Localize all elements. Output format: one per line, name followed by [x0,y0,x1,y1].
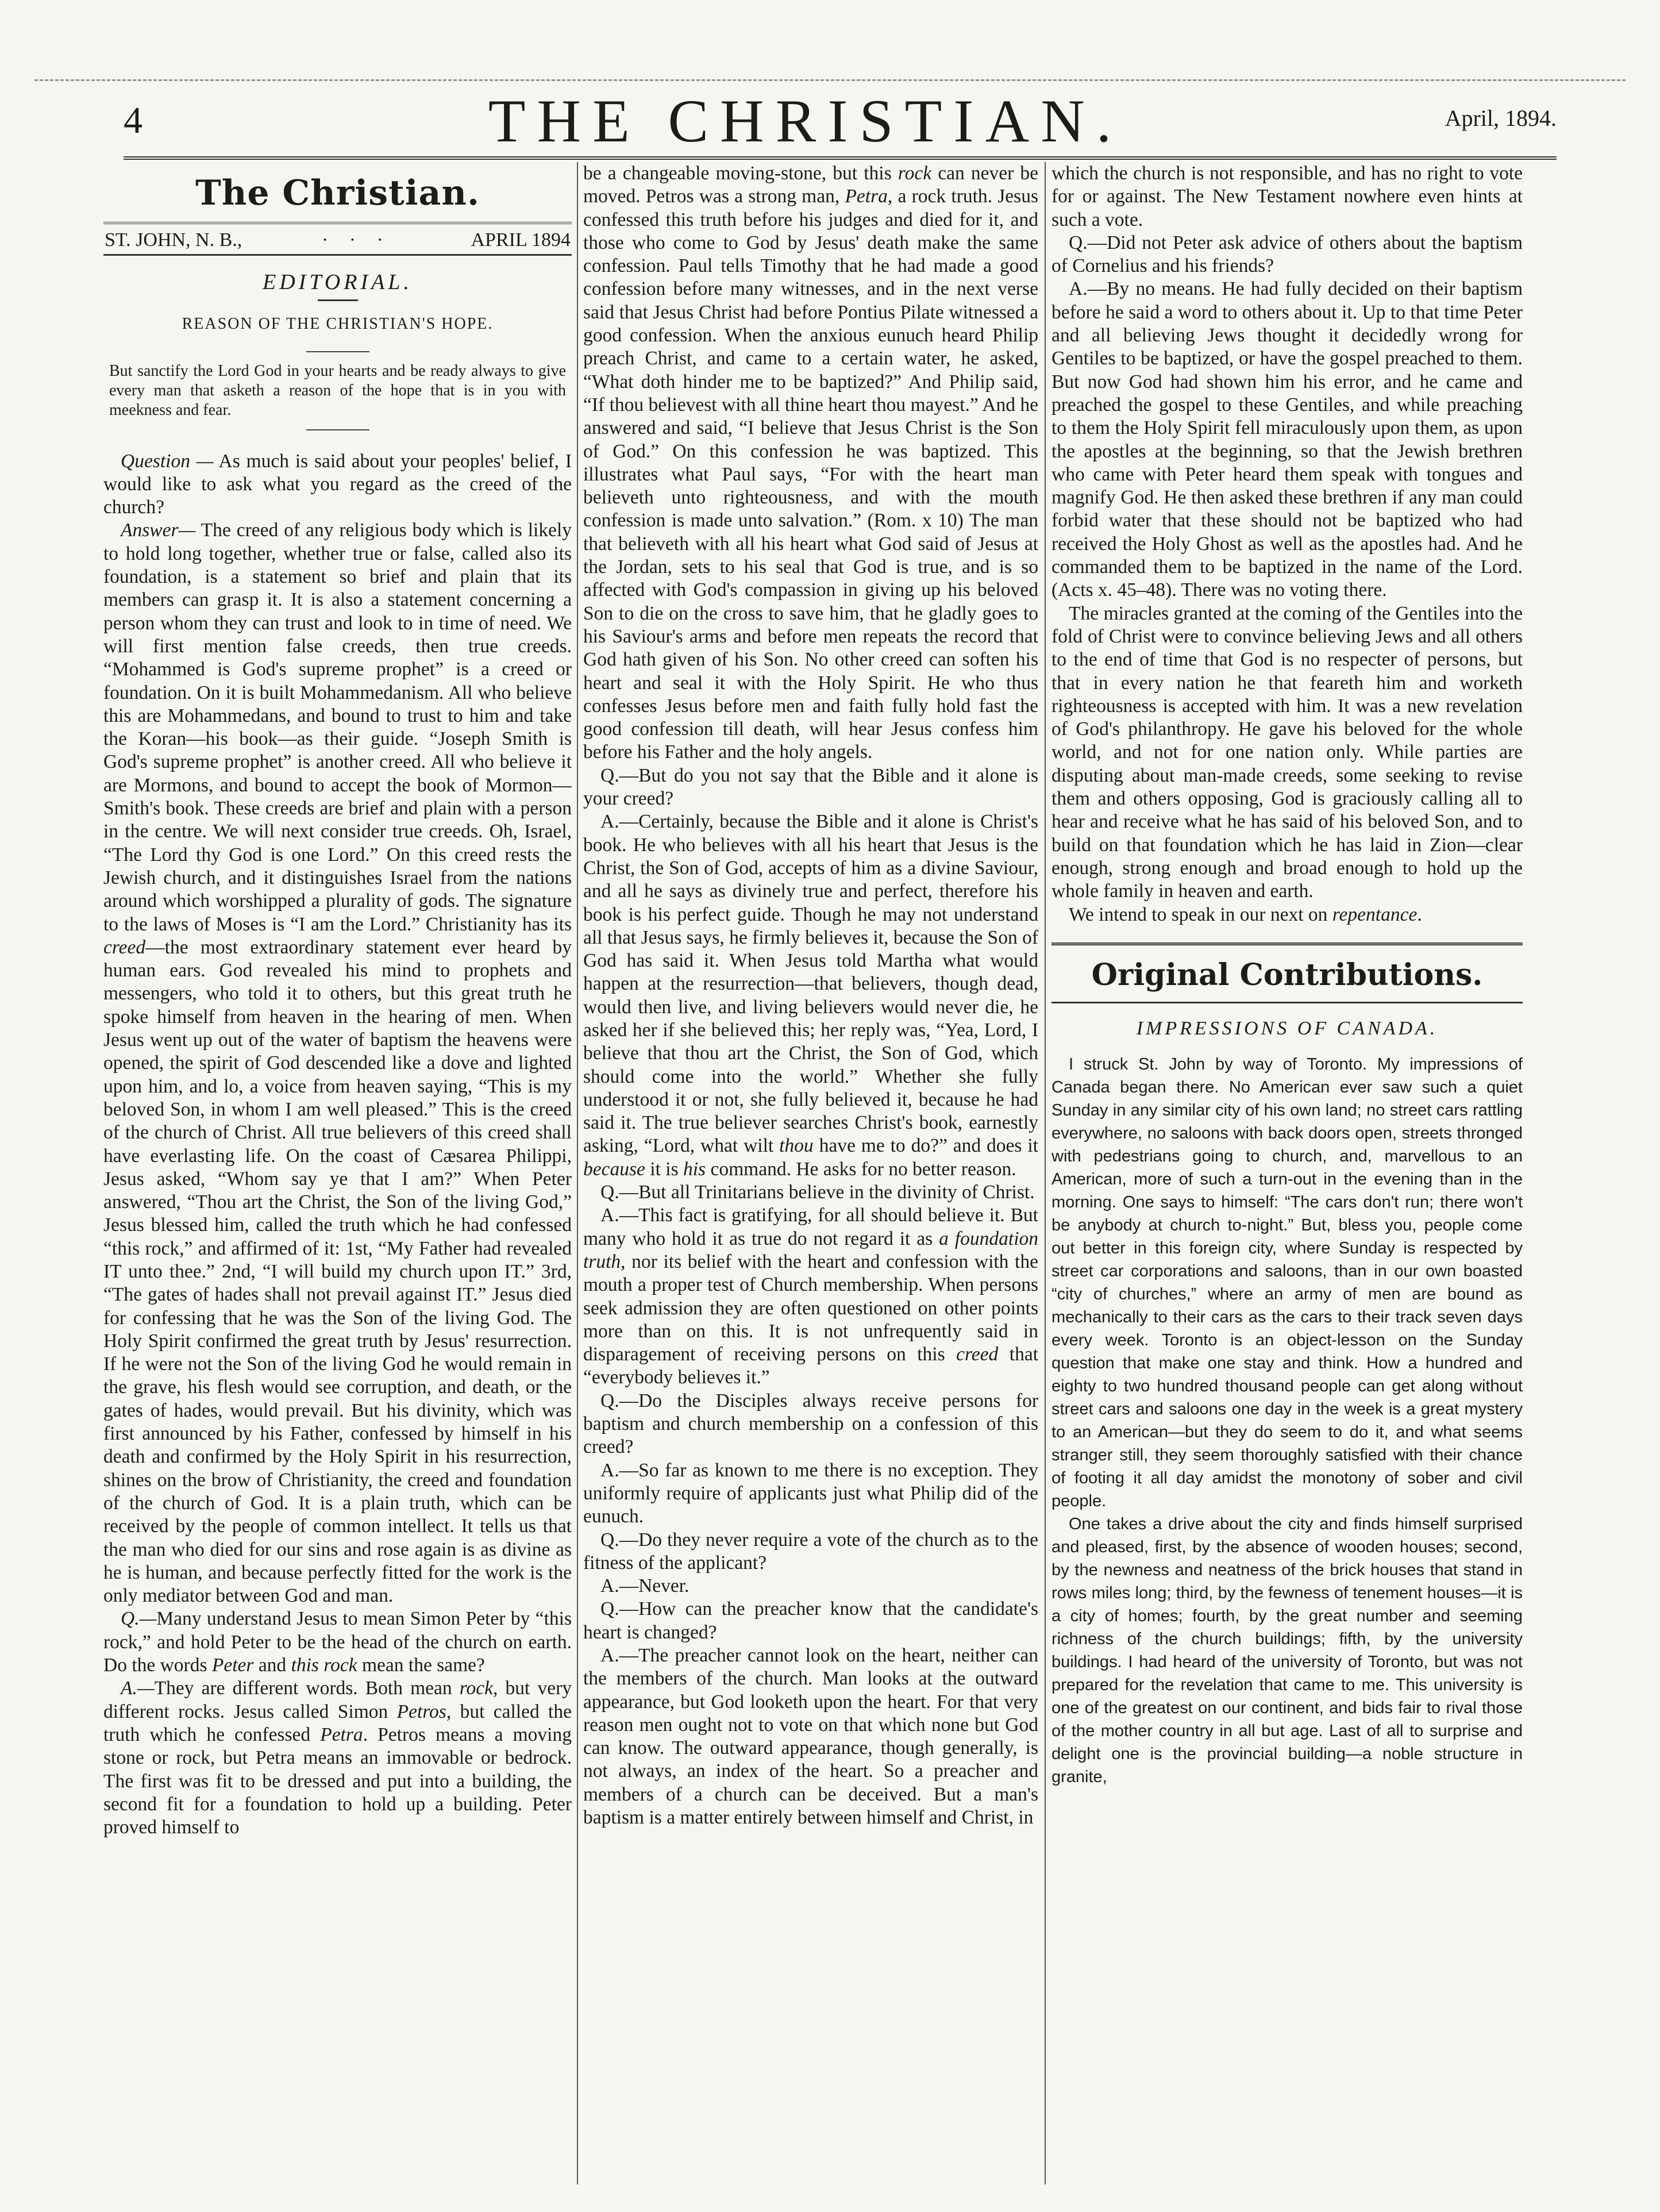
paragraph: I struck St. John by way of Toronto. My impressions of Canada began there. No American ever saw such a quiet Sunday in any similar city of his own land; no street cars rattling everywhere, no saloons with back doors open, streets thronged with pedestrians going to church, and, marvellous to an American, more of such a turn-out in the evening than in the morning. One says to himself: “The cars don't run; there won't be anybody at church to-night.” But, bless you, people come out better in this foreign city, where Sunday is respected by street car corporations and saloons, than in our own boasted “city of churches,” where an army of men are bound as mechanically to their cars as the cars to their track seven days every week. Toronto is an object-lesson on the Sunday question that make one stay and think. How a hundred and eighty to two hundred thousand people can get along without street cars and saloons one day in the week is a great mystery to an American—but they do seem to do it, and what seems stranger still, they seem thoroughly satisfied with their chance of footing it all day amidst the monotony of sober and civil people. [1052,1055,1523,1511]
page-number: 4 [124,99,142,141]
text: . [1417,903,1422,925]
column-rule [1045,162,1046,2184]
paragraph: Q.—Do they never require a vote of the church as to the fitness of the applicant? [583,1529,1038,1574]
text: be a changeable moving-stone, but this [583,163,898,184]
emphasis: Petra [320,1724,363,1745]
paragraph: Q.—Did not Peter ask advice of others about the baptism of Cornelius and his friends? [1052,232,1523,277]
text: can never be moved. Petros was a strong man, [583,163,1038,207]
article-title: IMPRESSIONS OF CANADA. [1136,1017,1438,1039]
text: mean the same? [357,1655,485,1676]
paragraph [583,810,1038,1181]
text: , but very different rocks. Jesus called Simon [103,1678,572,1722]
paragraph: Q.—But all Trinitarians believe in the divinity of Christ. [600,1182,1035,1203]
emphasis: rock [459,1678,494,1699]
text: , nor its belief with the heart and confession with the mouth a proper test of Church membership. When persons seek admission they are often questioned on other points more than on this. It is not unfrequently said in disparagement of receiving persons on this [583,1251,1038,1365]
section-rule [318,299,358,301]
label: A.— [121,1678,155,1699]
paragraph [1052,903,1523,926]
section-divider [1052,942,1523,945]
torn-top-edge [34,79,1626,84]
epigraph [103,342,572,450]
paragraph: The miracles granted at the coming of the Gentiles into the fold of Christ were to convince believing Jews and all others to the end of time that God is no respecter of persons, but that in every nation he that feareth him and worketh righteousness is accepted with him. It was a new revelation of God's philanthropy. He gave his beloved for the whole world, and not for one nation only. While parties are disputing about man-made creeds, some seeking to revise them and others opposing, God is graciously calling all to hear and receive what he has said of his beloved Son, and to build on that foundation which he has laid in Zion—clear enough, strong enough and broad enough to hold up the whole family in heaven and earth. [1052,602,1523,902]
text: A.—Certainly, because the Bible and it alone is Christ's book. He who believes with all his heart that Jesus is the Christ, the Son of God, accepts of him as a divine Saviour, and all he says as divinely true and perfect, therefore his book is his perfect guide. Though he may not understand all that Jesus says, he firmly believes it, because the Son of God has said it. When Jesus told Martha what would happen at the resurrection—that believers, though dead, would then live, and living believers would never die, he asked her if she believed this; her reply was, “Yea, Lord, I believe that thou art the Christ, the Son of God, which should come into the world.” Whether she fully understood it or not, she fully believed it, because he had said it. The true believer searches Christ's book, earnestly asking, “Lord, what wilt [583,811,1038,1157]
paragraph: which the church is not responsible, and has no right to vote for or against. The New Testament nowhere even hints at such a vote. [1052,163,1523,230]
paragraph: One takes a drive about the city and finds himself surprised and pleased, first, by the absence of wooden houses; second, by the newness and neatness of the brick houses that stand in rows miles long; third, by the fewness of tenement houses—it is a city of homes; fourth, by the great number and seeming richness of the church buildings; fifth, by the university buildings. I had heard of the university of Toronto, but was not prepared for the revelation that came to me. This university is one of the greatest on our continent, and bids fair to rival those of the mother country in all but age. Last of all to surprise and delight one is the provincial building—a noble structure in granite, [1052,1515,1523,1787]
paragraph: Q.—But do you not say that the Bible and it alone is your creed? [583,764,1038,810]
epigraph-rule [306,429,369,430]
epigraph-text: But sanctify the Lord God in your hearts and be ready always to give every man that asketh a reason of the hope that is in you with meekness and fear. [109,361,566,419]
section-title: EDITORIAL. [263,270,413,295]
text: that “everybody believes it.” [583,1344,1038,1388]
paragraph: Q.—How can the preacher know that the candidate's heart is changed? [583,1598,1038,1643]
paragraph [103,1607,572,1677]
dateline-place: ST. JOHN, N. B., [105,229,242,251]
text: and [253,1655,291,1676]
emphasis: Petros [396,1701,446,1722]
emphasis: creed [956,1344,999,1365]
emphasis: because [583,1158,645,1180]
paragraph [103,1677,572,1839]
paragraph [583,1204,1038,1389]
text: As much is said about your peoples' belief, I would like to ask what you regard as the creed of the church? [103,450,572,518]
emphasis: this rock [291,1655,357,1676]
emphasis: Peter [211,1655,254,1676]
paragraph [583,162,1038,764]
text: . Petros means a moving stone or rock, but Petra means an immovable or bedrock. The first was fit to be dressed and put into a building, the second fit for a foundation to hold up a building. Peter proved himself to [103,1724,572,1838]
column-3 [1052,162,1523,2183]
column-rule [577,162,578,2184]
emphasis: his [683,1158,706,1180]
paragraph: A.—By no means. He had fully decided on their baptism before he said a word to others about it. Up to that time Peter and all believing Jews thought it decidedly wrong for Gentiles to be baptized, or have the gospel preached to them. But now God had shown him his error, and he came and preached the gospel to these Gentiles, and while preaching to them the Holy Spirit fell miraculously upon them, as upon the apostles at the beginning, so that the Jewish brethren who came with Peter heard them speak with tongues and magnify God. He then asked these brethren if any man could forbid water that these should not be baptized who had received the Holy Ghost as well as the apostles had. And he commanded them to be baptized in the name of the Lord. (Acts x. 45–48). There was no voting there. [1052,278,1523,601]
issue-date: April, 1894. [1445,105,1557,131]
emphasis: a foundation truth [583,1228,1038,1272]
paragraph: A.—The preacher cannot look on the heart, neither can the members of the church. Man looks at the outward appearance, but God looketh upon the heart. For that very reason men ought not to vote on that which none but God can know. The outward appearance, though generally, is not always, an index of the heart. So a preacher and members of a church can be deceived. But a man's baptism is a matter entirely between himself and Christ, in [583,1645,1038,1829]
text: The creed of any religious body which is likely to hold long together, whether true or false, called also its foundation, is a statement so brief and plain that its members can grasp it. It is also a statement concerning a person whom they can trust and look to in time of need. We will first mention false creeds, then true creeds. “Mohammed is God's supreme prophet” is a creed or foundation. On it is built Mohammedanism. All who believe this are Mohammedans, and bound to trust to him and take the Koran—his book—as their guide. “Joseph Smith is God's supreme prophet” is another creed. All who believe it are Mormons, and bound to accept the book of Mormon—Smith's book. These creeds are brief and plain with a person in the centre. We will next consider true creeds. Oh, Israel, “The Lord thy God is one Lord.” On this creed rests the Jewish church, and it distinguishes Israel from the nations around which worshipped a plurality of gods. The signature to the laws of Moses is “I am the Lord.” Christianity has its [103,520,572,935]
article-title: REASON OF THE CHRISTIAN'S HOPE. [182,315,494,333]
epigraph-rule [306,351,369,352]
paper-flag: The Christian. [195,173,480,213]
emphasis: Petra [845,186,888,207]
text: —the most extraordinary statement ever heard by human ears. God revealed his mind to prophets and messengers, who told it to others, but this great truth he spoke himself from heaven in the hearing of men. When Jesus went up out of the water of baptism the heavens were opened, the spirit of God descended like a dove and lighted upon him, and lo, a voice from heaven saying, “This is my beloved Son, in whom I am well pleased.” This is the creed of the church of Christ. All true believers of this creed shall have everlasting life. On the coast of Cæsarea Philippi, Jesus asked, “Whom say ye that I am?” When Peter answered, “Thou art the Christ, the Son of the living God,” Jesus blessed him, called the truth which he had confessed “this rock,” and affirmed of it: 1st, “My Father had revealed IT unto thee.” 2nd, “I will build my church upon IT.” 3rd, “The gates of hades shall not prevail against IT.” Jesus died for confessing that he was the Son of the living God. The Holy Spirit confirmed the great truth by Jesus' resurrection. If he were not the Son of the living God he would remain in the grave, his flesh would see corruption, and death, or the gates of hades, would prevail. But his divinity, which was first announced by his Father, confessed by himself in his death and confirmed by the Holy Spirit in his resurrection, shines on the brow of Christianity, the creed and foundation of the church of God. It is a plain truth, which can be received by the people of common intellect. It tells us that the man who died for our sins and rose again is as divine as he is human, and because perfectly fitted for the work is the only mediator between God and man. [103,936,572,1607]
text: They are different words. Both mean [154,1678,460,1699]
section-divider [1052,1002,1523,1003]
label: Q.— [121,1608,157,1630]
column-1 [103,162,572,2183]
paragraph: A.—Never. [600,1575,690,1597]
text: , but called the truth which he confessed [103,1701,572,1745]
article-body [1052,1053,1523,1788]
label: Answer— [121,520,196,541]
emphasis: creed [103,936,146,958]
text: Many understand Jesus to mean Simon Peter by “this rock,” and hold Peter to be the head of the church on earth. Do the words [103,1608,572,1676]
emphasis: rock [898,163,932,184]
text: have me to do?” and does it [813,1135,1038,1157]
section-flag: Original Contributions. [1091,957,1483,992]
paragraph: Q.—Do the Disciples always receive persons for baptism and church membership on a confession of this creed? [583,1390,1038,1458]
emphasis: repentance [1332,903,1418,925]
masthead-rule [124,156,1557,162]
text: it is [645,1158,683,1180]
paragraph [103,519,572,1607]
paragraph: A.—So far as known to me there is no exception. They uniformly require of applicants just what Philip did of the eunuch. [583,1459,1038,1528]
dateline [103,222,572,256]
text: We intend to speak in our next on [1069,903,1332,925]
label: Question — [121,450,214,472]
text: A.—This fact is gratifying, for all should believe it. But many who hold it as true do not regard it as [583,1205,1038,1249]
dateline-date: APRIL 1894 [471,229,571,251]
emphasis: thou [779,1135,814,1157]
text: command. He asks for no better reason. [706,1158,1016,1180]
paragraph [103,450,572,520]
newspaper-title: THE CHRISTIAN. [488,87,1123,155]
column-2 [583,162,1038,2183]
dateline-dots: · · · [321,229,391,251]
text: , a rock truth. Jesus confessed this truth before his judges and died for it, and those who come to God by Jesus' death make the same confession. Paul tells Timothy that he had made a good confession before many witnesses, and in the next verse said that Jesus Christ had before Pontius Pilate witnessed a good confession. When the anxious eunuch heard Philip preach Christ, and came to a certain water, he asked, “What doth hinder me to be baptized?” And Philip said, “If thou believest with all thine heart thou mayest.” And he answered and said, “I believe that Jesus Christ is the Son of God.” On this confession he was baptized. This illustrates what Paul says, “For with the heart man believeth unto righteousness, and with the mouth confession is made unto salvation.” (Rom. x 10) The man that believeth with all his heart what God said of Jesus at the Jordan, sets to his seal that God is true, and is so affected with God's compassion in giving up his beloved Son to die on the cross to save him, that he gladly goes to his Saviour's arms and before men repeats the record that God hath given of his Son. No other creed can soften his heart and seal it with the Holy Spirit. He who thus confesses Jesus before men and faith fully hold fast the good confession till death, will hear Jesus confess him before his Father and the holy angels. [583,186,1038,763]
